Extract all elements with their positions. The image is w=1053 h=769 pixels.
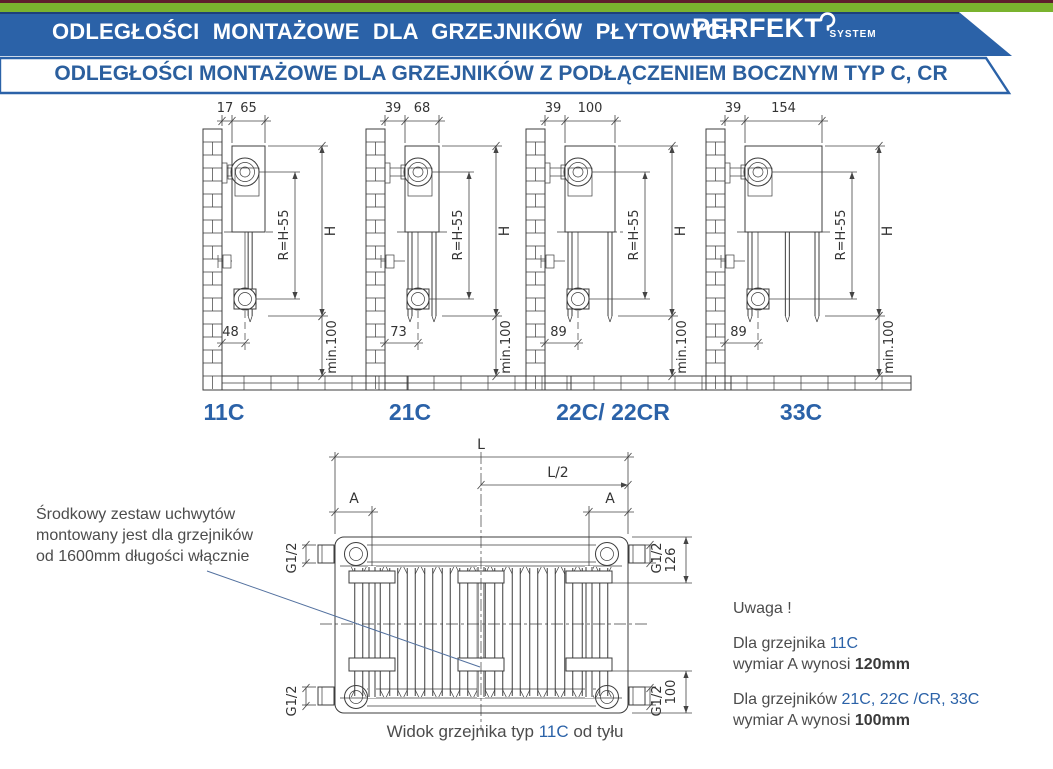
- dim-label: 48: [222, 325, 239, 340]
- dim-label: G1/2: [285, 542, 300, 574]
- dim-label: 39: [384, 101, 402, 116]
- note-text: wymiar A wynosi: [733, 712, 855, 729]
- dim-label: L: [477, 437, 485, 453]
- dim-label: A: [605, 491, 615, 507]
- dim-label: H: [323, 225, 339, 237]
- dim-label: L/2: [547, 465, 569, 481]
- type-label-22c: 22C/ 22CR: [556, 399, 670, 425]
- type-label-33c: 33C: [779, 399, 823, 425]
- dim-label: G1/2: [285, 685, 300, 717]
- note-paragraph-11c: [733, 633, 979, 675]
- dim-label: 100: [577, 101, 603, 116]
- dim-label: 89: [730, 325, 747, 340]
- dim-label: min.100: [882, 320, 897, 374]
- caption-text: od tyłu: [568, 722, 624, 741]
- dim-label: R=H-55: [834, 209, 849, 261]
- dim-label: H: [673, 225, 689, 237]
- dim-label: R=H-55: [277, 209, 292, 261]
- caption-text: Widok grzejnika typ: [386, 722, 539, 741]
- page-title: ODLEGŁOŚCI MONTAŻOWE DLA GRZEJNIKÓW PŁYTOWYCH: [52, 19, 738, 44]
- dim-label: A: [349, 491, 359, 507]
- dim-label: R=H-55: [627, 209, 642, 261]
- dim-label: 126: [664, 547, 679, 573]
- dim-label: 65: [240, 101, 257, 116]
- note-line: Środkowy zestaw uchwytów: [36, 506, 236, 523]
- brand-logo: [692, 13, 877, 44]
- dim-label: 17: [216, 101, 234, 116]
- brand-suffix: SYSTEM: [829, 29, 877, 40]
- note-center-brackets: [36, 504, 253, 567]
- note-title: Uwaga !: [733, 600, 792, 617]
- note-value: 100mm: [854, 712, 910, 729]
- note-types-highlight: 21C, 22C /CR, 33C: [841, 691, 980, 708]
- dim-label: min.100: [499, 320, 514, 374]
- note-value: 120mm: [854, 656, 910, 673]
- dim-label: 89: [550, 325, 567, 340]
- dim-label: R=H-55: [451, 209, 466, 261]
- note-text: wymiar A wynosi: [733, 656, 855, 673]
- dim-label: 39: [724, 101, 742, 116]
- rear-view-caption: [340, 722, 670, 742]
- note-line: od 1600mm długości włącznie: [36, 548, 250, 565]
- dim-label: min.100: [675, 320, 690, 374]
- note-text: Dla grzejników: [733, 691, 842, 708]
- note-paragraph-others: [733, 689, 979, 731]
- type-label-11c: 11C: [203, 399, 245, 425]
- brand-name: PERFEKT: [692, 13, 822, 43]
- note-text: Dla grzejnika: [733, 635, 830, 652]
- dim-label: 68: [413, 101, 431, 116]
- dim-label: min.100: [325, 320, 340, 374]
- dim-label: H: [497, 225, 513, 237]
- note-uwaga: [733, 598, 979, 745]
- type-label-21c: 21C: [388, 399, 432, 425]
- dim-label: G1/2: [650, 685, 665, 717]
- dim-label: 154: [771, 101, 796, 116]
- note-line: montowany jest dla grzejników: [36, 527, 253, 544]
- dim-label: G1/2: [650, 542, 665, 574]
- caption-type-highlight: 11C: [538, 722, 569, 741]
- dim-label: 39: [544, 101, 562, 116]
- page-subtitle: ODLEGŁOŚCI MONTAŻOWE DLA GRZEJNIKÓW Z PODŁĄCZENIEM BOCZNYM TYP C, CR: [54, 62, 948, 85]
- note-types-highlight: 11C: [829, 635, 859, 652]
- dim-label: 100: [664, 679, 679, 705]
- dim-label: H: [880, 225, 896, 237]
- dim-label: 73: [390, 325, 407, 340]
